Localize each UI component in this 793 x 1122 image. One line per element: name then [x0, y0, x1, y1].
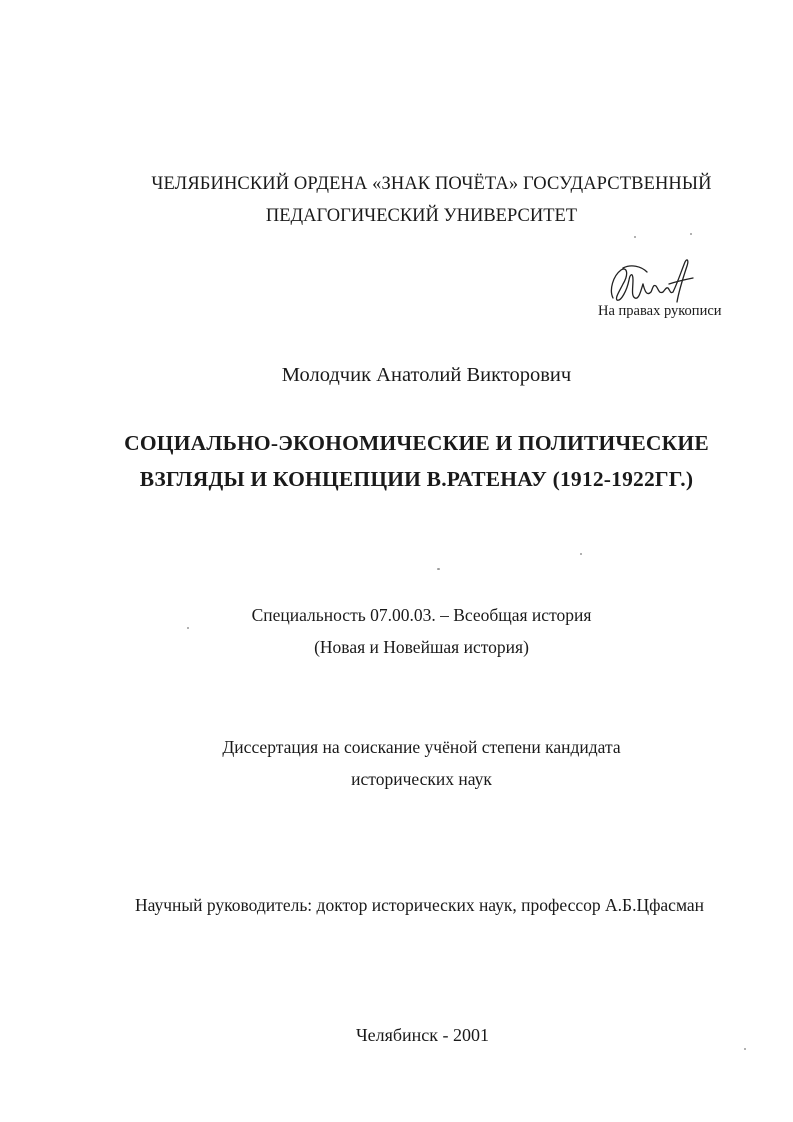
- scan-speck: [744, 1048, 746, 1050]
- scan-speck: [437, 568, 440, 570]
- scan-speck: [690, 233, 692, 235]
- dissertation-title-line-1: СОЦИАЛЬНО-ЭКОНОМИЧЕСКИЕ И ПОЛИТИЧЕСКИЕ: [124, 431, 709, 455]
- city-and-year: Челябинск - 2001: [355, 1025, 490, 1045]
- dissertation-title-line-2: ВЗГЛЯДЫ И КОНЦЕПЦИИ В.РАТЕНАУ (1912-1922ГГ.): [139, 467, 694, 491]
- specialty-line-2: (Новая и Новейшая история): [314, 637, 529, 657]
- institution-line-2: ПЕДАГОГИЧЕСКИЙ УНИВЕРСИТЕТ: [265, 206, 578, 226]
- author-name: Молодчик Анатолий Викторович: [281, 364, 572, 386]
- scientific-supervisor: Научный руководитель: доктор исторических наук, профессор А.Б.Цфасман: [134, 895, 705, 915]
- handwritten-signature: [603, 254, 695, 306]
- scan-speck: [187, 627, 189, 629]
- specialty-line-1: Специальность 07.00.03. – Всеобщая история: [251, 605, 592, 625]
- institution-line-1: ЧЕЛЯБИНСКИЙ ОРДЕНА «ЗНАК ПОЧЁТА» ГОСУДАРСТВЕННЫЙ: [151, 174, 712, 194]
- degree-line-1: Диссертация на соискание учёной степени кандидата: [222, 737, 621, 757]
- scan-speck: [580, 553, 582, 555]
- scan-speck: [634, 236, 636, 238]
- degree-line-2: исторических наук: [351, 769, 492, 789]
- manuscript-rights-note: На правах рукописи: [598, 303, 722, 319]
